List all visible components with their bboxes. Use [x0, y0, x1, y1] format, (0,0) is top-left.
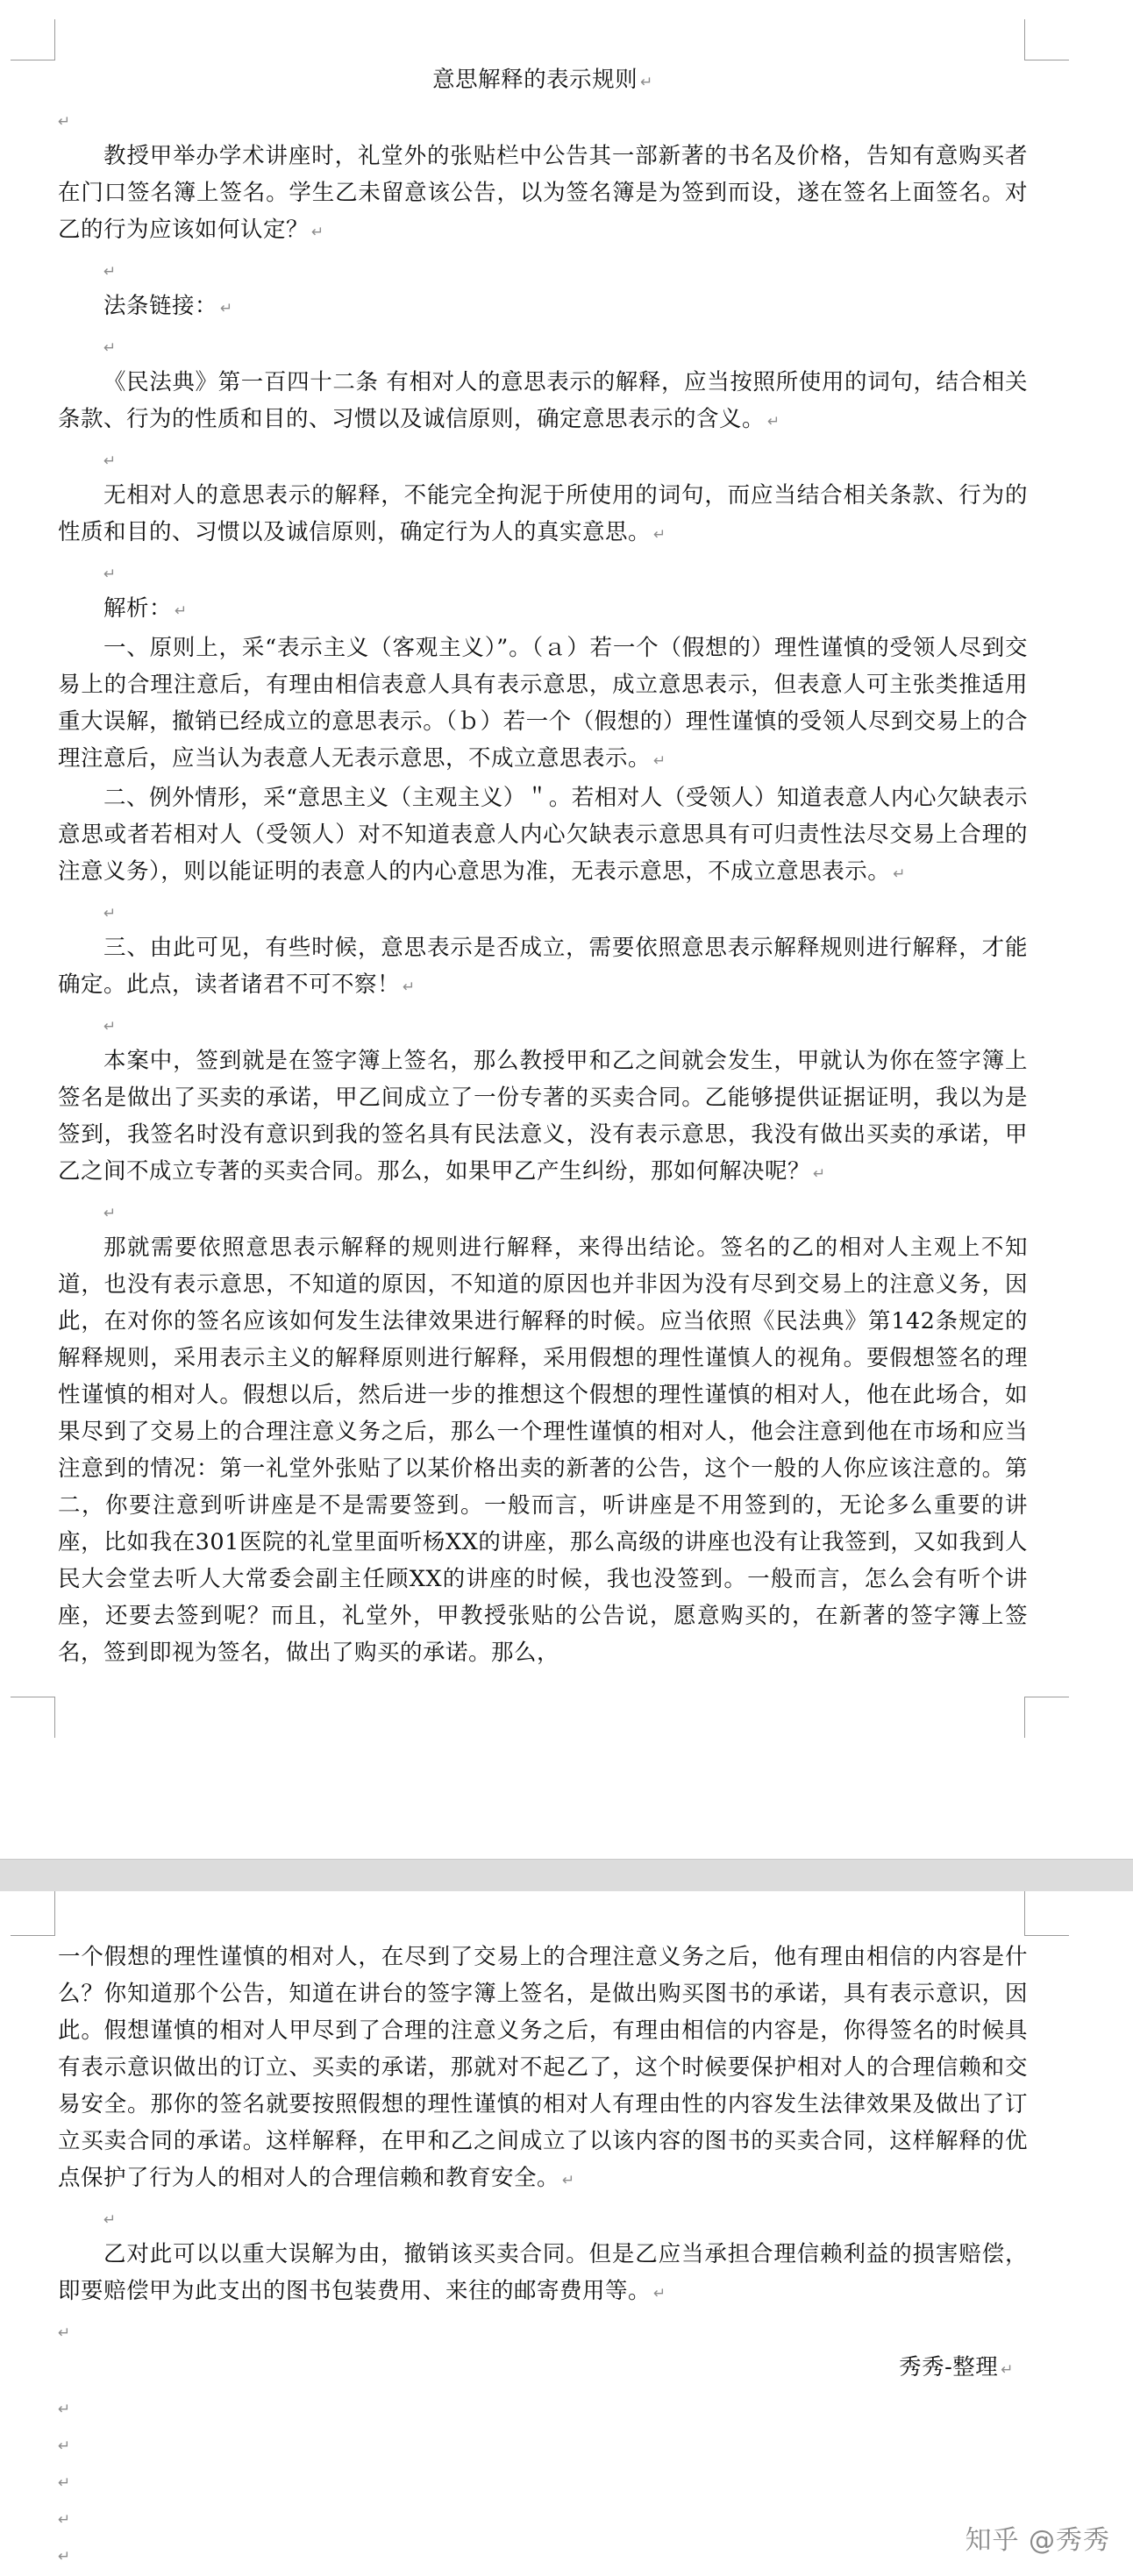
empty-paragraph: [58, 2388, 1028, 2425]
body-paragraph: [58, 929, 1028, 1006]
paragraph-mark: ↵: [103, 1018, 117, 1035]
empty-paragraph: [58, 251, 1028, 288]
paragraph-mark: ↵: [58, 113, 71, 131]
crop-mark-top-left: [11, 19, 55, 60]
crop-mark-top-right: [1024, 19, 1069, 60]
paragraph-mark: ↵: [58, 2474, 71, 2492]
paragraph-text: 一个假想的理性谨慎的相对人，在尽到了交易上的合理注意义务之后，他有理由相信的内容是什么？你知道那个公告，知道在讲台的签字簿上签名，是做出购买图书的承诺，具有表示意识，因此。假想谨慎的相对人甲尽到了合理的注意义务之后，有理由相信的内容是，你得签名的时候具有表示意识做出的订立、买卖的承诺，那就对不起乙了，这个时候要保护相对人的合理信赖和交易安全。那你的签名就要按照假想的理性谨慎的相对人有理由性的内容发生法律效果及做出了订立买卖合同的承诺。这样解释，在甲和乙之间成立了以该内容的图书的买卖合同，这样解释的优点保护了行为人的相对人的合理信赖和教育安全。: [58, 1944, 1028, 2191]
document-page-2: [0, 1891, 1133, 2576]
empty-paragraph: [58, 2499, 1028, 2536]
empty-paragraph: [58, 2536, 1028, 2572]
empty-paragraph: [58, 2425, 1028, 2462]
empty-paragraph: [58, 893, 1028, 929]
paragraph-mark: ↵: [58, 2401, 71, 2418]
paragraph-mark: ↵: [103, 905, 117, 922]
paragraph-mark: ↵: [103, 263, 117, 281]
paragraph-mark: ↵: [58, 2511, 71, 2529]
paragraph-text: 《民法典》第一百四十二条 有相对人的意思表示的解释，应当按照所使用的词句，结合相关条款、行为的性质和目的、习惯以及诚信原则，确定意思表示的含义。: [58, 369, 1028, 432]
signature-text: 秀秀-整理: [899, 2354, 999, 2380]
paragraph-mark: ↵: [653, 2285, 666, 2302]
empty-paragraph: [58, 2199, 1028, 2236]
paragraph-text: 解析：: [103, 595, 173, 622]
paragraph-mark: ↵: [403, 978, 416, 996]
document-title: 意思解释的表示规则 ↵: [432, 67, 653, 93]
paragraph-mark: ↵: [58, 2324, 71, 2342]
page-1-body[interactable]: [58, 61, 1028, 1671]
empty-paragraph: [58, 2312, 1028, 2349]
crop-mark-bottom-right: [1024, 1697, 1069, 1738]
body-paragraph: [58, 779, 1028, 893]
zhihu-watermark: 知乎 @秀秀: [965, 2525, 1110, 2556]
page-2-paragraphs: [58, 1939, 1028, 2572]
paragraph-text: 乙对此可以以重大误解为由，撤销该买卖合同。但是乙应当承担合理信赖利益的损害赔偿，即要赔偿甲为此支出的图书包装费用、来往的邮寄费用等。: [58, 2241, 1028, 2304]
page-gap: [0, 1859, 1133, 1892]
empty-paragraph: [58, 327, 1028, 364]
paragraph-text: 本案中，签到就是在签字簿上签名，那么教授甲和乙之间就会发生，甲就认为你在签字簿上签名是做出了买卖的承诺，甲乙间成立了一份专著的买卖合同。乙能够提供证据证明，我以为是签到，我签名时没有意识到我的签名具有民法意义，没有表示意思，我没有做出买卖的承诺，甲乙之间不成立专著的买卖合同。那么，如果甲乙产生纠纷，那如何解决呢？: [58, 1048, 1028, 1185]
paragraph-mark: ↵: [58, 2548, 71, 2565]
crop-mark-top-left: [11, 1891, 55, 1936]
body-paragraph: [58, 364, 1028, 440]
paragraph-text: 教授甲举办学术讲座时，礼堂外的张贴栏中公告其一部新著的书名及价格，告知有意购买者在门口签名簿上签名。学生乙未留意该公告，以为签名簿是为签到而设，遂在签名上面签名。对乙的行为应该如何认定？: [58, 143, 1028, 243]
signature-line: [58, 2349, 1028, 2388]
paragraph-text: 无相对人的意思表示的解释，不能完全拘泥于所使用的词句，而应当结合相关条款、行为的性质和目的、习惯以及诚信原则，确定行为人的真实意思。: [58, 482, 1028, 545]
paragraph-text: 二、例外情形，采“意思主义（主观主义）＂。若相对人（受领人）知道表意人内心欠缺表示意思或者若相对人（受领人）对不知道表意人内心欠缺表示意思具有可归责性法尽交易上合理的注意义务），则以能证明的表意人的内心意思为准，无表示意思，不成立意思表示。: [58, 785, 1028, 885]
paragraph-mark: ↵: [103, 452, 117, 470]
paragraph-mark: ↵: [220, 300, 233, 317]
paragraph-mark: ↵: [103, 1205, 117, 1222]
empty-paragraph: [58, 101, 1028, 138]
paragraph-text: 一、原则上，采“表示主义（客观主义）”。（ａ）若一个（假想的）理性谨慎的受领人尽到交易上的合理注意后，有理由相信表意人具有表示意思，成立意思表示，但表意人可主张类推适用重大误解，撤销已经成立的意思表示。（ｂ）若一个（假想的）理性谨慎的受领人尽到交易上的合理注意后，应当认为表意人无表示意思，不成立意思表示。: [58, 635, 1028, 772]
body-paragraph: [58, 2236, 1028, 2312]
body-paragraph: [58, 477, 1028, 553]
page-2-body[interactable]: [58, 1939, 1028, 2572]
paragraph-mark: ↵: [103, 2211, 117, 2229]
empty-paragraph: [58, 440, 1028, 477]
paragraph-mark: ↵: [58, 2437, 71, 2455]
paragraph-mark: ↵: [562, 2172, 575, 2189]
body-paragraph: [58, 138, 1028, 251]
paragraph-mark: ↵: [1001, 2361, 1014, 2379]
paragraph-mark: ↵: [103, 339, 117, 357]
paragraph-mark: ↵: [767, 413, 780, 431]
body-paragraph: [58, 630, 1028, 779]
crop-mark-top-right: [1024, 1891, 1069, 1936]
empty-paragraph: [58, 1006, 1028, 1042]
paragraph-mark: ↵: [893, 865, 907, 883]
body-paragraph: [58, 590, 1028, 630]
empty-paragraph: [58, 553, 1028, 590]
crop-mark-bottom-left: [11, 1697, 55, 1738]
paragraph-mark: ↵: [653, 752, 666, 770]
empty-paragraph: [58, 1192, 1028, 1229]
paragraph-mark: ↵: [311, 224, 324, 241]
empty-paragraph: [58, 2462, 1028, 2499]
paragraph-mark: ↵: [653, 526, 666, 544]
paragraph-text: 法条链接：: [103, 293, 218, 319]
body-paragraph: [58, 1229, 1028, 1671]
paragraph-mark: ↵: [813, 1165, 826, 1183]
body-paragraph: [58, 1939, 1028, 2199]
body-paragraph: [58, 1042, 1028, 1192]
paragraph-text: 三、由此可见，有些时候，意思表示是否成立，需要依照意思表示解释规则进行解释，才能确定。此点，读者诸君不可不察！: [58, 935, 1028, 998]
body-paragraph: [58, 288, 1028, 327]
page-1-paragraphs: [58, 101, 1028, 1671]
paragraph-mark: ↵: [103, 566, 117, 583]
paragraph-mark: ↵: [175, 602, 188, 620]
paragraph-text: 那就需要依照意思表示解释的规则进行解释，来得出结论。签名的乙的相对人主观上不知道，也没有表示意思，不知道的原因，不知道的原因也并非因为没有尽到交易上的注意义务，因此，在对你的签名应该如何发生法律效果进行解释的时候。应当依照《民法典》第142条规定的解释规则，采用表示主义的解释原则进行解释，采用假想的理性谨慎人的视角。要假想签名的理性谨慎的相对人。假想以后，然后进一步的推想这个假想的理性谨慎的相对人，他在此场合，如果尽到了交易上的合理注意义务之后，那么一个理性谨慎的相对人，他会注意到他在市场和应当注意到的情况：第一礼堂外张贴了以某价格出卖的新著的公告，这个一般的人你应该注意的。第二，你要注意到听讲座是不是需要签到。一般而言，听讲座是不用签到的，无论多么重要的讲座，比如我在301医院的礼堂里面听杨XX的讲座，那么高级的讲座也没有让我签到，又如我到人民大会堂去听人大常委会副主任顾XX的讲座的时候，我也没签到。一般而言，怎么会有听个讲座，还要去签到呢？而且，礼堂外，甲教授张贴的公告说，愿意购买的，在新著的签字簿上签名，签到即视为签名，做出了购买的承诺。那么，: [58, 1235, 1028, 1666]
